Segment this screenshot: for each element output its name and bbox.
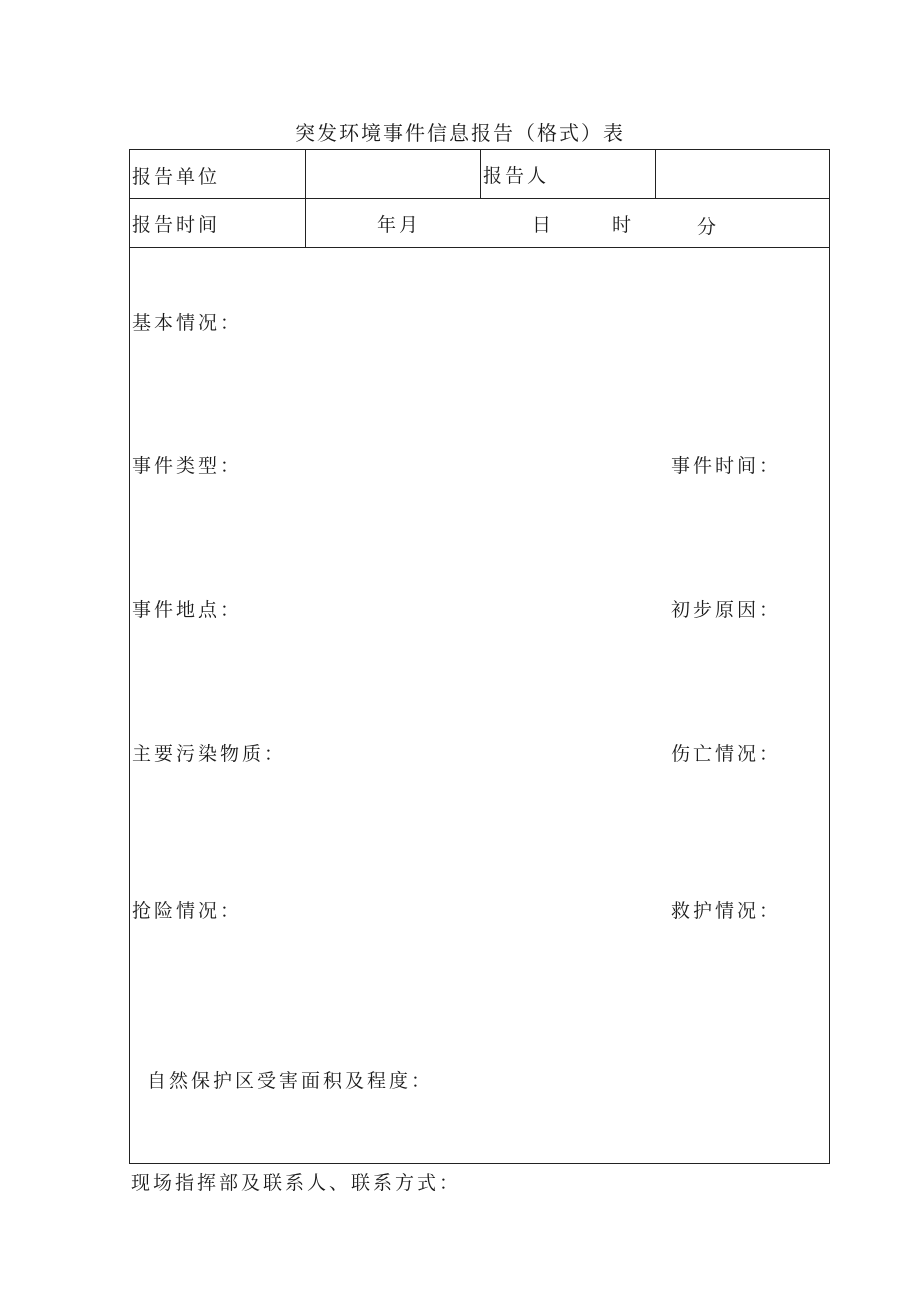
day-label: 日 [532, 214, 555, 236]
command-contact-label: 现场指挥部及联系人、联系方式： [131, 1172, 462, 1194]
nature-reserve-label: 自然保护区受害面积及程度： [147, 1070, 434, 1092]
report-unit-label: 报告单位 [132, 166, 221, 188]
column-divider [480, 150, 481, 198]
main-pollutants-label: 主要污染物质： [132, 743, 287, 765]
basic-situation-label: 基本情况： [132, 312, 243, 334]
initial-cause-label: 初步原因： [671, 599, 782, 621]
year-month-label: 年月 [377, 214, 422, 236]
column-divider [655, 150, 656, 198]
minute-label: 分 [697, 216, 720, 238]
event-location-label: 事件地点： [132, 599, 243, 621]
row-divider [130, 198, 829, 199]
report-time-label: 报告时间 [132, 214, 221, 236]
form-title: 突发环境事件信息报告（格式）表 [295, 121, 625, 145]
column-divider [305, 150, 306, 247]
report-form [129, 149, 830, 1164]
hour-label: 时 [612, 214, 635, 236]
casualties-label: 伤亡情况： [671, 743, 782, 765]
event-time-label: 事件时间： [671, 455, 782, 477]
medical-aid-label: 救护情况： [671, 900, 782, 922]
rescue-situation-label: 抢险情况： [132, 900, 243, 922]
event-type-label: 事件类型： [132, 455, 243, 477]
reporter-label: 报告人 [483, 165, 550, 187]
row-divider [130, 247, 829, 248]
